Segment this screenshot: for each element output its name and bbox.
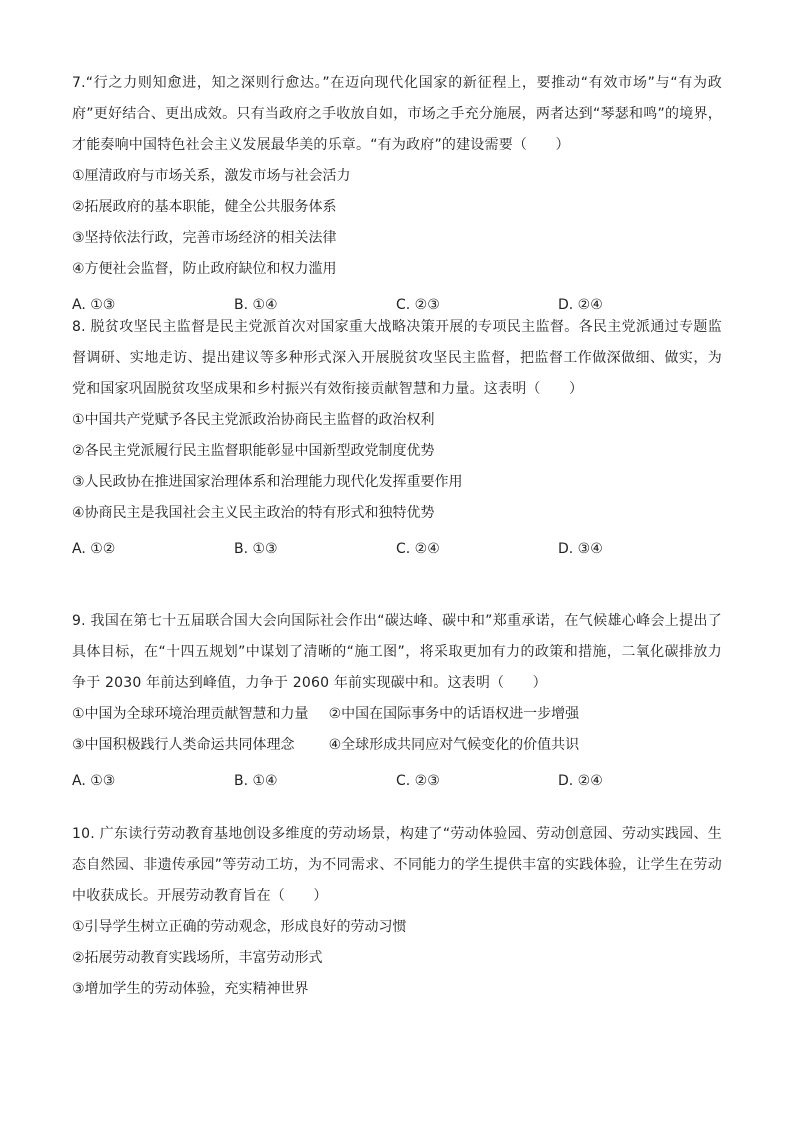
choice-b: B. ①③ bbox=[234, 541, 278, 557]
statement-row bbox=[72, 699, 722, 730]
answer-choices bbox=[72, 766, 722, 797]
question-9 bbox=[72, 606, 722, 797]
statement: ②中国在国际事务中的话语权进一步增强 bbox=[328, 706, 580, 722]
choice-a: A. ①③ bbox=[72, 773, 116, 789]
statement-list bbox=[72, 405, 722, 529]
question-stem: 10. 广东读行劳动教育基地创设多维度的劳动场景，构建了“劳动体验园、劳动创意园、劳动实践园、生态自然园、非遗传承园”等劳动工坊，为不同需求、不同能力的学生提供丰富的实践体验，让学生在劳动中收获成长。开展劳动教育旨在（ ） bbox=[72, 826, 722, 904]
choice-a: A. ①③ bbox=[72, 297, 116, 313]
statement: ③增加学生的劳动体验，充实精神世界 bbox=[72, 981, 309, 997]
choice-d: D. ②④ bbox=[558, 773, 603, 789]
statement: ②各民主党派履行民主监督职能彰显中国新型政党制度优势 bbox=[72, 443, 435, 459]
choice-b: B. ①④ bbox=[234, 297, 278, 313]
question-stem: 7.“行之力则知愈进，知之深则行愈达。”在迈向现代化国家的新征程上，要推动“有效市场”与“有为政府”更好结合、更出成效。只有当政府之手收放自如，市场之手充分施展，两者达到“琴瑟和鸣”的境界，才能奏响中国特色社会主义发展最华美的乐章。“有为政府”的建设需要（ ） bbox=[72, 75, 722, 153]
question-8 bbox=[72, 312, 722, 565]
choice-c: C. ②③ bbox=[396, 773, 440, 789]
choice-c: C. ②③ bbox=[396, 297, 440, 313]
statement-list bbox=[72, 912, 722, 1005]
choice-d: D. ②④ bbox=[558, 297, 603, 313]
statement: ①引导学生树立正确的劳动观念，形成良好的劳动习惯 bbox=[72, 919, 407, 935]
question-stem: 8. 脱贫攻坚民主监督是民主党派首次对国家重大战略决策开展的专项民主监督。各民主党派通过专题监督调研、实地走访、提出建议等多种形式深入开展脱贫攻坚民主监督，把监督工作做深做细、做实，为党和国家巩固脱贫攻坚成果和乡村振兴有效衔接贡献智慧和力量。这表明（ ） bbox=[72, 319, 722, 397]
statement: ③中国积极践行人类命运共同体理念 bbox=[72, 737, 295, 753]
choice-c: C. ②④ bbox=[396, 541, 440, 557]
statement-row bbox=[72, 730, 722, 761]
statement: ②拓展政府的基本职能，健全公共服务体系 bbox=[72, 199, 337, 215]
statement-list bbox=[72, 699, 722, 761]
statement: ③坚持依法行政，完善市场经济的相关法律 bbox=[72, 230, 337, 246]
question-10 bbox=[72, 819, 722, 1005]
answer-choices bbox=[72, 534, 722, 565]
choice-b: B. ①④ bbox=[234, 773, 278, 789]
statement: ④协商民主是我国社会主义民主政治的特有形式和独特优势 bbox=[72, 505, 435, 521]
statement-list bbox=[72, 161, 722, 285]
statement: ①中国共产党赋予各民主党派政治协商民主监督的政治权利 bbox=[72, 412, 435, 428]
statement: ③人民政协在推进国家治理体系和治理能力现代化发挥重要作用 bbox=[72, 474, 463, 490]
statement: ④全球形成共同应对气候变化的价值共识 bbox=[328, 737, 580, 753]
statement: ④方便社会监督，防止政府缺位和权力滥用 bbox=[72, 261, 337, 277]
choice-d: D. ③④ bbox=[558, 541, 603, 557]
question-stem: 9. 我国在第七十五届联合国大会向国际社会作出“碳达峰、碳中和”郑重承诺，在气候雄心峰会上提出了具体目标，在“十四五规划”中谋划了清晰的“施工图”，将采取更加有力的政策和措施，二氧化碳排放力争于 2030 年前达到峰值，力争于 2060 年前实现碳中和。这表明（ ） bbox=[72, 613, 722, 691]
statement: ②拓展劳动教育实践场所，丰富劳动形式 bbox=[72, 950, 323, 966]
choice-a: A. ①② bbox=[72, 541, 116, 557]
statement: ①厘清政府与市场关系，激发市场与社会活力 bbox=[72, 168, 351, 184]
statement: ①中国为全球环境治理贡献智慧和力量 bbox=[72, 706, 309, 722]
question-7 bbox=[72, 68, 722, 321]
